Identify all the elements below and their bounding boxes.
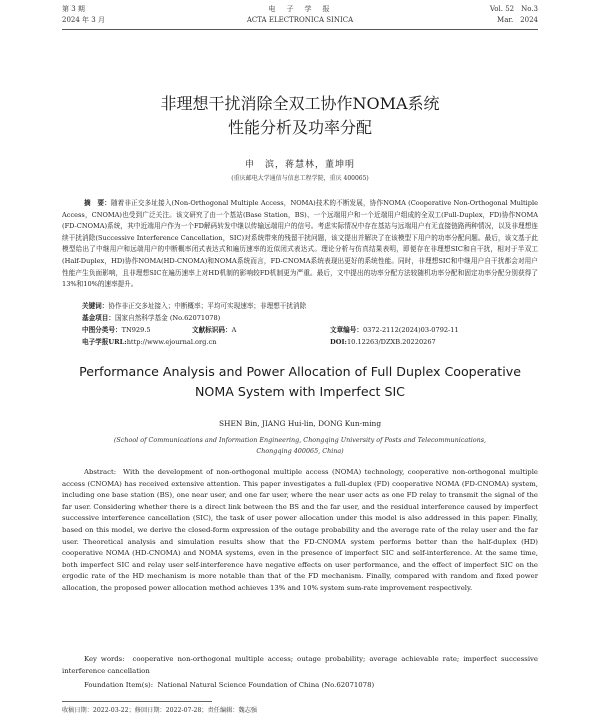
date-en: Mar. 2024 [497, 16, 538, 24]
issue-date: 2024 年 3 月 [62, 16, 105, 24]
url-field [82, 337, 216, 348]
cn-fund-label: 基金项目： [82, 314, 115, 322]
doc-code-field [192, 325, 236, 336]
en-title-line1: Performance Analysis and Power Allocation of Full Duplex Cooperative [79, 364, 521, 379]
en-title-line2: NOMA System with Imperfect SIC [195, 384, 405, 399]
en-fund-label: Foundation Item(s): [84, 681, 154, 689]
clc-field [82, 325, 151, 336]
cn-fund-text: 国家自然科学基金 (No.62071078) [114, 314, 221, 322]
en-keywords-label: Key words: [84, 655, 125, 663]
clc-value: TN929.5 [121, 326, 151, 334]
cn-title-line1: 非理想干扰消除全双工协作NOMA系统 [160, 94, 440, 113]
clc-label: 中图分类号： [82, 326, 122, 334]
cn-authors: 申 滨，蒋慧林，董坤明 [244, 160, 355, 170]
doi-label: DOI: [330, 338, 347, 346]
en-abstract [62, 467, 538, 595]
article-no-field [330, 325, 459, 336]
en-keywords [62, 654, 538, 677]
volume-number: Vol. 52 No.3 [489, 5, 538, 13]
cn-abstract-text: 随着非正交多址接入(Non-Orthogonal Multiple Access，NOMA)技术的不断发展，协作NOMA (Cooperative Non-Orthogonal Multiple Access，CNOMA)也受到广泛关注。该文研究了由一个基站(Base Station，BS)、一个远端用户和一个近端用户组成的全双工(Full-Duplex，FD)协作NOMA (FD-CNOMA)系统，其中近端用户作为一个FD解码转发中继以传输远端用户的信号。考虑实际情况中存在基站与远端用户有无直接链路两种情况，以及非理想连续干扰消除(Successive Interference Cancellation，SIC)对系统带来的残留干扰问题，该文提出并解决了在该模型下用户的功率分配问题。最后，该文基于此模型给出了中继用户和远端用户的中断概率闭式表达式和遍历速率的近似闭式表达式。理论分析与仿真结果表明，即便存在非理想SIC和自干扰，相对于半双工(Half-Duplex，HD)协作NOMA(HD-CNOMA)和NOMA系统而言，FD-CNOMA系统表现出更好的系统性能。同时，非理想SIC和中继用户自干扰都会对用户性能产生负面影响，且非理想SIC在遍历速率上对HD机制的影响较FD机制更为严重。最后，文中提出的功率分配方法较随机功率分配和固定功率分配分别获得了13%和10%的速率提升。 [62, 199, 538, 289]
doi-field [330, 337, 436, 348]
header-right [490, 4, 538, 26]
cn-title-line2: 性能分析及功率分配 [227, 118, 372, 137]
en-authors: SHEN Bin, JIANG Hui-lin, DONG Kun-ming [218, 419, 382, 428]
en-keywords-text: cooperative non-orthogonal multiple access; outage probability; average achievable rate; imperfect successive interference cancellation [62, 655, 538, 675]
url-label: 电子学报URL: [82, 338, 127, 346]
doc-code-label: 文献标识码： [192, 326, 232, 334]
journal-url-link[interactable]: http://www.ejournal.org.cn [126, 338, 217, 346]
doi-link[interactable]: 10.12263/DZXB.20220267 [346, 338, 436, 346]
header-rule [62, 29, 538, 30]
article-no-value: 0372-2112(2024)03-0792-11 [362, 326, 459, 334]
en-affiliation [62, 435, 538, 457]
cn-title [0, 92, 600, 140]
en-abstract-label: Abstract: [84, 468, 117, 476]
en-affiliation-line1: (School of Communications and Information Engineering, Chongqing University of Posts and Telecommunications, [113, 436, 487, 444]
cn-affiliation: (重庆邮电大学通信与信息工程学院，重庆 400065) [231, 175, 369, 182]
en-fund-text: National Natural Science Foundation of China (No.62071078) [157, 681, 375, 689]
en-fund [84, 680, 538, 691]
journal-name-en: ACTA ELECTRONICA SINICA [246, 16, 354, 24]
article-no-label: 文章编号： [330, 326, 363, 334]
en-affiliation-line2: Chongqing 400065, China) [256, 447, 344, 455]
cn-keywords-label: 关键词： [82, 302, 109, 310]
journal-name-cn: 电 子 学 报 [268, 5, 332, 13]
cn-abstract [62, 198, 538, 291]
cn-keywords [82, 301, 538, 312]
doc-code-value: A [231, 326, 237, 334]
cn-abstract-label: 摘 要： [84, 199, 111, 207]
cn-fund [82, 313, 538, 324]
footnote-dates: 收稿日期：2022-03-22；修回日期：2022-07-28；责任编辑：魏志强 [62, 707, 258, 714]
running-header [62, 4, 538, 30]
cn-keywords-text: 协作非正交多址接入；中断概率；平均可实现速率；非理想干扰消除 [108, 302, 307, 310]
en-abstract-text: With the development of non-orthogonal multiple access (NOMA) technology, cooperative non-orthogonal multiple access (CNOMA) has received extensive attention. This paper investigates a full-duplex (FD) cooperative NOMA (FD-CNOMA) system, including one base station (BS), one near user, and one far user, where the near user acts as one FD relay to transmit the signal of the far user. Considering whether there is a direct link between the BS and the far user, and the residual interference caused by imperfect successive interference cancellation (SIC), the task of user power allocation under this model is also addressed in this paper. Finally, based on this model, we derive the closed-form expression of the outage probability and the average rate of the relay user and the far user. Theoretical analysis and simulation results show that the FD-CNOMA system performs better than the half-duplex (HD) cooperative NOMA (HD-CNOMA) and NOMA systems, even in the presence of imperfect SIC and self-interference. At the same time, both imperfect SIC and relay user self-interference have negative effects on user performance, and the effect of imperfect SIC on the ergodic rate of the HD mechanism is more notable than that of the FD mechanism. Finally, compared with random and fixed power allocation, the proposed power allocation method achieves 13% and 10% system sum-rate improvement respectively. [62, 468, 538, 592]
en-title [0, 362, 600, 402]
issue-number: 第 3 期 [62, 5, 85, 13]
footnote-rule [62, 701, 212, 702]
header-center [62, 4, 538, 26]
